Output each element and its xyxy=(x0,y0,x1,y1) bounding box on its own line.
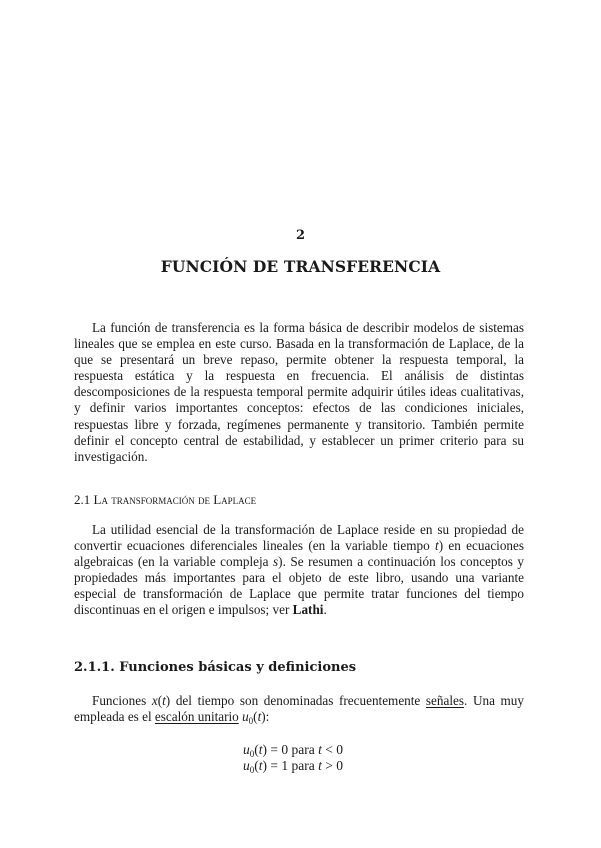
subscript-0: 0 xyxy=(249,749,255,759)
chapter-number: 2 xyxy=(295,228,306,243)
intro-paragraph: La función de transferencia es la forma básica de describir modelos de sistemas lineales que se emplea en este curso. Basada en la transformación de Laplace, de la que se presentará un breve repaso, permite obtener la respuesta temporal, la respuesta estática y la respuesta en frecuencia. El análisis de distintas descomposiciones de la respuesta temporal permite adquirir útiles ideas cualitativas, y definir varios importantes conceptos: efectos de las condiciones iniciales, respuestas libre y forzada, regímenes permanente y transitorio. También permite definir el concepto central de estabilidad, y establecer un primer criterio para su investigación. xyxy=(74,320,524,464)
term-escalon-unitario: escalón unitario xyxy=(154,709,239,725)
argument-t: t xyxy=(257,709,262,725)
variable-t: t xyxy=(435,538,439,554)
equation-condition: > 0 xyxy=(321,758,343,773)
argument-t: t xyxy=(258,758,263,773)
text-span: : xyxy=(265,709,270,725)
section-number: 2.1 xyxy=(74,492,91,507)
variable-t: t xyxy=(318,742,322,757)
variable-s: s xyxy=(273,554,279,570)
variable-t: t xyxy=(318,758,322,773)
text-span: . Una muy empleada es el xyxy=(74,693,524,725)
text-span: Funciones xyxy=(92,693,152,708)
subscript-0: 0 xyxy=(249,765,255,775)
section-title: La transformación de Laplace xyxy=(93,492,257,507)
equation-relation: = 0 para xyxy=(267,742,319,757)
text-span: ). Se resumen a continuación los conceptos y propiedades más importantes para el objeto de este libro, usando una variante especial de transformación de Laplace que permite tratar funciones del tiempo discontinuas en el origen e impulsos; ver xyxy=(74,554,524,618)
chapter-title: FUNCIÓN DE TRANSFERENCIA xyxy=(160,257,441,276)
function-x: x xyxy=(151,693,158,708)
text-span: del tiempo son denominadas frecuentemente xyxy=(170,693,426,708)
argument-t: t xyxy=(258,742,263,757)
symbol-u: u xyxy=(243,758,250,773)
equation-line: $u_0(t) = 1$ para t > 0 xyxy=(243,758,343,775)
section-heading xyxy=(74,492,256,508)
section-paragraph xyxy=(74,522,524,619)
subsection-heading: 2.1.1. Funciones básicas y definiciones xyxy=(74,660,357,675)
text-span: . xyxy=(323,602,327,618)
equation-relation: = 1 para xyxy=(267,758,319,773)
text-span: La utilidad esencial de la transformación de Laplace reside en su propiedad de convertir ecuaciones diferenciales lineales (en la variable tiempo xyxy=(74,522,524,554)
argument-t: t xyxy=(162,693,166,708)
equation-line: $u_0(t) = 0$ para t < 0 xyxy=(243,742,343,759)
term-senales: señales xyxy=(425,693,465,708)
subsection-paragraph: Funciones x(t) del tiempo son denominadas frecuentemente señales. Una muy empleada es el escalón unitario $u_0(t)$: xyxy=(74,693,524,727)
equation-condition: < 0 xyxy=(321,742,343,757)
text-span: ) en ecuaciones algebraicas (en la variable compleja xyxy=(74,538,525,570)
subscript-0: 0 xyxy=(248,716,254,727)
reference-lathi: Lathi xyxy=(292,602,324,618)
symbol-u: u xyxy=(243,742,250,757)
symbol-u: u xyxy=(242,709,249,725)
